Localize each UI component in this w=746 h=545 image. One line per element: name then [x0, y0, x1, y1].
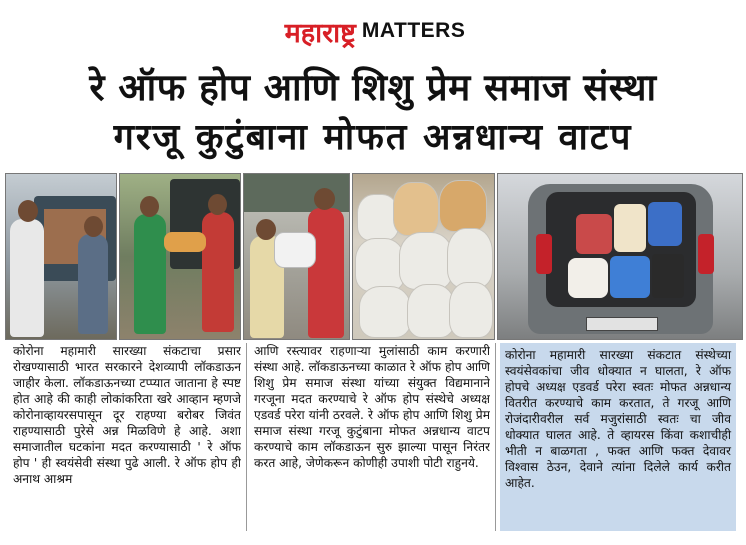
- photo-volunteers-at-van: [5, 173, 117, 340]
- article-column-3-highlight: कोरोना महामारी सारख्या संकटात संस्थेच्या स्वयंसेवकांचा जीव धोक्यात न घालता, रे ऑफ होपचे अध्यक्ष एडवर्ड परेरा स्वतः मोफत अन्नधान्य वितरीत करण्याचे काम करतात, ते गरजू आणि रोजंदारीवरील सर्व मजुरांसाठी स्वतः चा जीव धोक्यात घालत आहे. ते व्हायरस किंवा कशाचीही भीती न बाळगता , फक्त आणि फक्त देवावर विश्वास ठेउन, देवाने त्यांना दिलेले कार्य करीत आहेत.: [500, 343, 736, 531]
- masthead-red-text: महाराष्ट्र: [284, 17, 356, 49]
- masthead-black-text: MATTERS: [361, 19, 466, 42]
- photo-loading-supplies: [119, 173, 241, 340]
- headline-line-1: रे ऑफ होप आणि शिशु प्रेम समाज संस्था: [89, 66, 657, 109]
- column-divider: [246, 343, 247, 531]
- column-divider: [495, 343, 496, 531]
- photo-car-with-supplies: [497, 173, 743, 340]
- article-column-2: आणि रस्त्यावर राहणाऱ्या मुलांसाठी काम करणारी संस्था आहे. लॉकडाऊनच्या काळात रे ऑफ होप आणि शिशु प्रेम समाज संस्था यांच्या संयुक्त विद्यमानाने गरजूना मदत करण्याचे रे ऑफ होप संस्थेचे अध्यक्ष एडवर्ड परेरा यांनी ठरवले. रे ऑफ होप आणि शिशु प्रेम समाज संस्था गरजू कुटुंबाना मोफत अन्नधान्य वाटप करण्याचे काम लॉकडाऊन सुरु झाल्या पासून निरंतर करत आहे, जेणेकरून कोणीही उपाशी पोटी राहुनये.: [254, 344, 490, 470]
- headline-line-2: गरजू कुटुंबाना मोफत अन्नधान्य वाटप: [113, 117, 633, 158]
- article-column-1: कोरोना महामारी सारख्या संकटाचा प्रसार रोखण्यासाठी भारत सरकारने देशव्यापी लॉकडाऊन जाहीर केला. लॉकडाऊनच्या टप्प्यात जाताना हे स्पष्ट होत आहे की काही लोकांकरिता खरे आव्हान म्हणजे कोरोनाव्हायरसपासून दूर राहण्या बरोबर जिवंत राहण्यासाठी पुरेसे अन्न मिळविणे हे आहे. अशा समाजातील घटकांना मदत करण्यासाठी ' रे ऑफ होप ' ही स्वयंसेवी संस्था पुढे आली. रे ऑफ होप ही अनाथ आश्रम: [13, 344, 241, 486]
- photo-grain-sacks: [352, 173, 495, 340]
- photo-strip: [5, 173, 741, 338]
- masthead-logo: [250, 8, 500, 54]
- photo-handing-bags: [243, 173, 350, 340]
